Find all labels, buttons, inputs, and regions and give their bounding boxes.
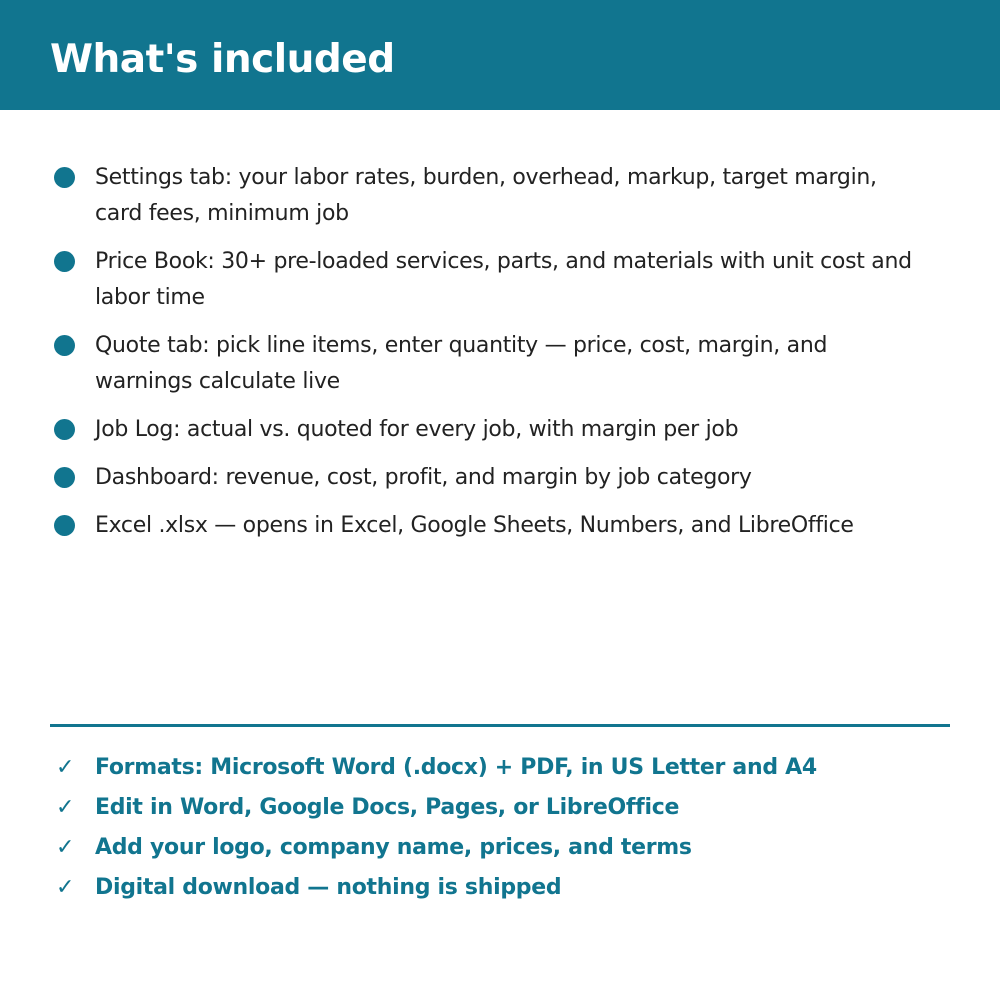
checklist-text: Formats: Microsoft Word (.docx) + PDF, in US Letter and A4 [95, 755, 817, 780]
bullet-dot-icon [54, 167, 75, 188]
checklist-text: Edit in Word, Google Docs, Pages, or LibreOffice [95, 795, 680, 820]
checklist [50, 748, 950, 908]
feature-text: Excel .xlsx — opens in Excel, Google Sheets, Numbers, and LibreOffice [95, 513, 854, 538]
checklist-text: Add your logo, company name, prices, and terms [95, 835, 692, 860]
bullet-dot-icon [54, 467, 75, 488]
feature-item [50, 508, 930, 544]
feature-text: Job Log: actual vs. quoted for every job, with margin per job [95, 417, 739, 442]
page-title: What's included [50, 37, 395, 82]
feature-item [50, 160, 930, 232]
checklist-item [50, 868, 950, 908]
checkmark-icon: ✓ [56, 755, 75, 780]
checkmark-icon: ✓ [56, 795, 75, 820]
feature-list [50, 160, 930, 556]
bullet-dot-icon [54, 251, 75, 272]
feature-text: Settings tab: your labor rates, burden, overhead, markup, target margin, card fees, minimum job [95, 165, 877, 226]
bullet-dot-icon [54, 515, 75, 536]
feature-text: Price Book: 30+ pre-loaded services, parts, and materials with unit cost and labor time [95, 249, 912, 310]
bullet-dot-icon [54, 335, 75, 356]
checkmark-icon: ✓ [56, 875, 75, 900]
checklist-item [50, 828, 950, 868]
checklist-item [50, 748, 950, 788]
feature-item [50, 244, 930, 316]
bullet-dot-icon [54, 419, 75, 440]
checklist-item [50, 788, 950, 828]
feature-text: Dashboard: revenue, cost, profit, and margin by job category [95, 465, 752, 490]
section-divider [50, 724, 950, 727]
header-banner [0, 0, 1000, 110]
checkmark-icon: ✓ [56, 835, 75, 860]
checklist-text: Digital download — nothing is shipped [95, 875, 562, 900]
feature-item [50, 460, 930, 496]
feature-item [50, 328, 930, 400]
feature-item [50, 412, 930, 448]
feature-text: Quote tab: pick line items, enter quantity — price, cost, margin, and warnings calculate live [95, 333, 828, 394]
